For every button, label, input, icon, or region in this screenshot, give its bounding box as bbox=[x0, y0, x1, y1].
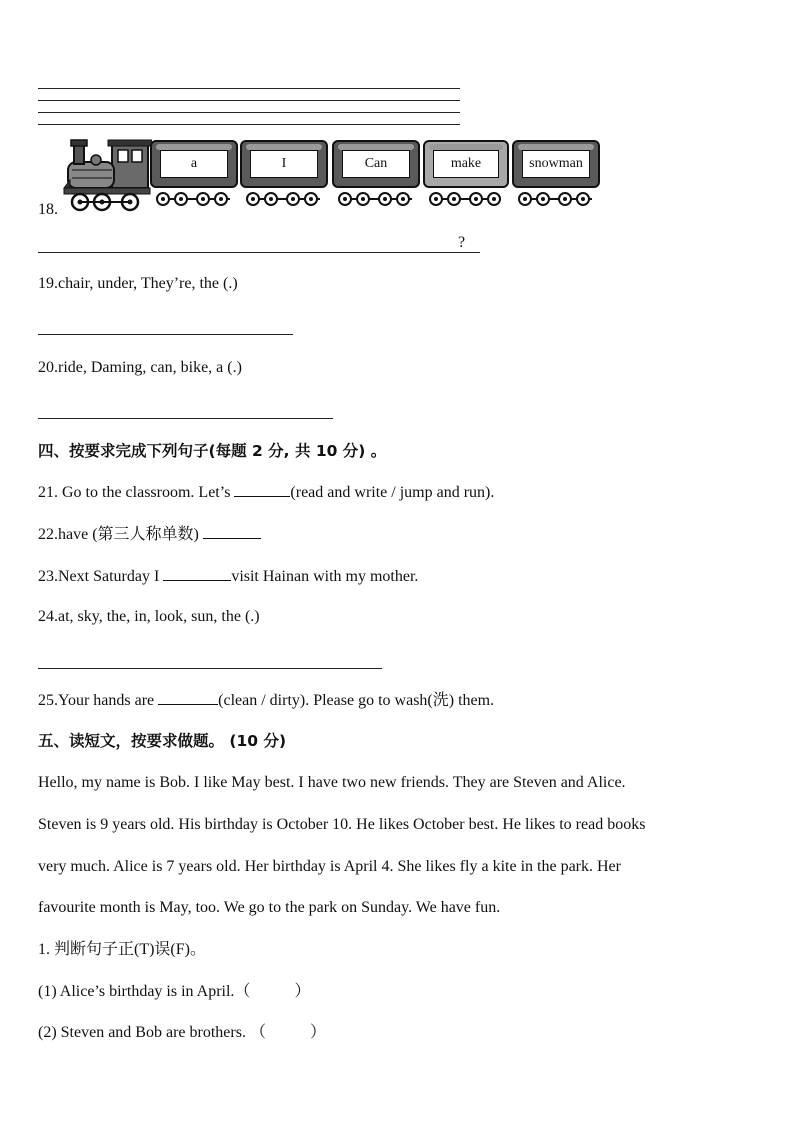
train-car-4 bbox=[423, 140, 509, 188]
q22 bbox=[38, 524, 261, 545]
q19-answer-line bbox=[38, 334, 293, 335]
locomotive-icon bbox=[60, 136, 152, 216]
q22-blank[interactable] bbox=[203, 524, 261, 539]
q21-after: (read and write / jump and run). bbox=[290, 484, 495, 501]
q24-text: 24.at, sky, the, in, look, sun, the (.) bbox=[38, 608, 260, 625]
train-word-1: a bbox=[160, 150, 228, 178]
q20-text: 20.ride, Daming, can, bike, a (.) bbox=[38, 359, 242, 376]
answer-line-3 bbox=[38, 112, 460, 113]
passage-line-2: Steven is 9 years old. His birthday is October 10. He likes October best. He likes to read books bbox=[38, 816, 646, 833]
tf-item-2-close: ） bbox=[309, 1024, 326, 1041]
answer-line-1 bbox=[38, 88, 460, 89]
q18-end-mark: ? bbox=[458, 234, 466, 251]
tf-item-1-close: ） bbox=[294, 983, 311, 1000]
train-word-5: snowman bbox=[522, 150, 590, 178]
tf-item-2-text: (2) Steven and Bob are brothers. bbox=[38, 1024, 250, 1041]
q20-answer-line bbox=[38, 418, 333, 419]
train-car-5 bbox=[512, 140, 600, 188]
passage-line-1: Hello, my name is Bob. I like May best. I have two new friends. They are Steven and Alice. bbox=[38, 774, 626, 791]
q23-after: visit Hainan with my mother. bbox=[231, 568, 419, 585]
tf-item-1 bbox=[38, 982, 310, 1002]
tf-item-1-open: （ bbox=[234, 983, 251, 1000]
task-1-title: 1. 判断句子正(T)误(F)。 bbox=[38, 941, 206, 958]
train-car-1 bbox=[150, 140, 238, 188]
q18-number: 18. bbox=[38, 201, 58, 218]
tf-item-1-text: (1) Alice’s birthday is in April. bbox=[38, 983, 235, 1000]
answer-line-2 bbox=[38, 100, 460, 101]
tf-item-2-open: （ bbox=[249, 1024, 266, 1041]
q23-before: 23.Next Saturday I bbox=[38, 568, 164, 585]
q21 bbox=[38, 482, 494, 503]
passage-line-4: favourite month is May, too. We go to the park on Sunday. We have fun. bbox=[38, 899, 501, 916]
train-word-4: make bbox=[433, 150, 499, 178]
passage-line-3: very much. Alice is 7 years old. Her birthday is April 4. She likes fly a kite in the park. Her bbox=[38, 858, 621, 875]
q23 bbox=[38, 566, 418, 587]
q21-blank[interactable] bbox=[234, 482, 290, 497]
q21-before: 21. Go to the classroom. Let’s bbox=[38, 484, 235, 501]
q23-blank[interactable] bbox=[163, 566, 231, 581]
q24-answer-line bbox=[38, 668, 382, 669]
train-car-3 bbox=[332, 140, 420, 188]
q25 bbox=[38, 690, 494, 711]
q22-before: 22.have (第三人称单数) bbox=[38, 526, 203, 543]
section-4-title: 四、按要求完成下列句子(每题 2 分, 共 10 分) 。 bbox=[38, 442, 387, 460]
train-word-2: I bbox=[250, 150, 318, 178]
q25-after: (clean / dirty). Please go to wash(洗) them. bbox=[218, 692, 495, 709]
train-word-3: Can bbox=[342, 150, 410, 178]
train-illustration bbox=[60, 136, 620, 216]
q18-answer-line bbox=[38, 252, 480, 253]
tf-item-2 bbox=[38, 1023, 326, 1043]
q19-text: 19.chair, under, They’re, the (.) bbox=[38, 275, 238, 292]
q25-before: 25.Your hands are bbox=[38, 692, 159, 709]
train-car-2 bbox=[240, 140, 328, 188]
answer-line-4 bbox=[38, 124, 460, 125]
section-5-title: 五、读短文，按要求做题。 (10 分) bbox=[38, 732, 287, 750]
q25-blank[interactable] bbox=[158, 690, 218, 705]
